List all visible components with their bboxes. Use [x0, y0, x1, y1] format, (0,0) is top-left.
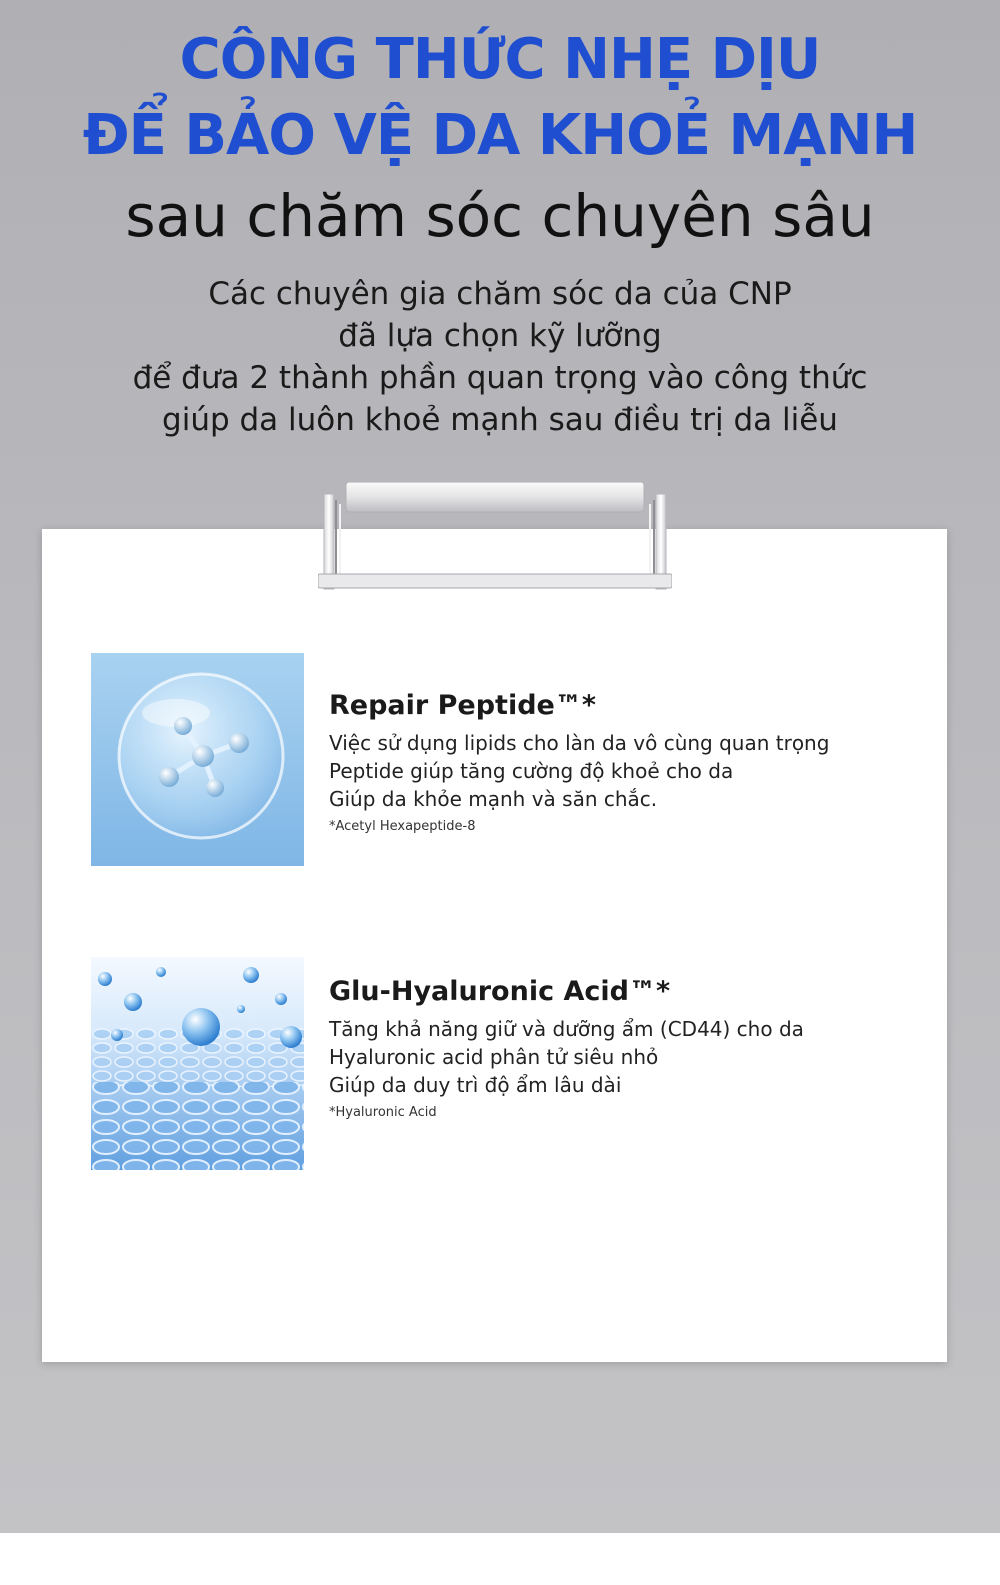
ingredient-footnote: *Hyaluronic Acid: [329, 1105, 437, 1120]
heading: [0, 22, 1000, 256]
ingredients-card: [42, 529, 947, 1362]
ingredient-title: Glu-Hyaluronic Acid™*: [329, 976, 671, 1007]
intro-paragraph: [0, 273, 1000, 441]
molecule-bubble-icon: [91, 653, 304, 866]
ingredient-title: Repair Peptide™*: [329, 690, 596, 721]
ingredient-desc-line: Giúp da duy trì độ ẩm lâu dài: [329, 1073, 622, 1097]
heading-line-1: CÔNG THỨC NHẸ DỊU: [179, 27, 821, 92]
ingredient-desc-line: Peptide giúp tăng cường độ khoẻ cho da: [329, 759, 734, 783]
hyaluronic-bubbles-icon: [91, 957, 304, 1170]
heading-subtitle: sau chăm sóc chuyên sâu: [125, 182, 875, 250]
ingredient-desc-line: Giúp da khỏe mạnh và săn chắc.: [329, 787, 658, 811]
ingredient-desc-line: Hyaluronic acid phân tử siêu nhỏ: [329, 1045, 659, 1069]
peptide-molecule-image: [91, 653, 304, 866]
clipboard-clip-icon: [318, 480, 672, 595]
ingredient-desc-line: Tăng khả năng giữ và dưỡng ẩm (CD44) cho da: [329, 1017, 804, 1041]
clipboard-clip: [318, 480, 672, 595]
hyaluronic-acid-image: [91, 957, 304, 1170]
intro-line: giúp da luôn khoẻ mạnh sau điều trị da liễu: [162, 402, 838, 438]
ingredient-footnote: *Acetyl Hexapeptide-8: [329, 819, 476, 834]
ingredient-desc-line: Việc sử dụng lipids cho làn da vô cùng quan trọng: [329, 731, 830, 755]
heading-line-2: ĐỂ BẢO VỆ DA KHOẺ MẠNH: [82, 103, 918, 168]
intro-line: đã lựa chọn kỹ lưỡng: [338, 318, 662, 354]
intro-line: để đưa 2 thành phần quan trọng vào công thức: [132, 360, 868, 396]
ingredient-1: [329, 689, 829, 837]
intro-line: Các chuyên gia chăm sóc da của CNP: [208, 276, 792, 312]
ingredient-2: [329, 975, 804, 1123]
